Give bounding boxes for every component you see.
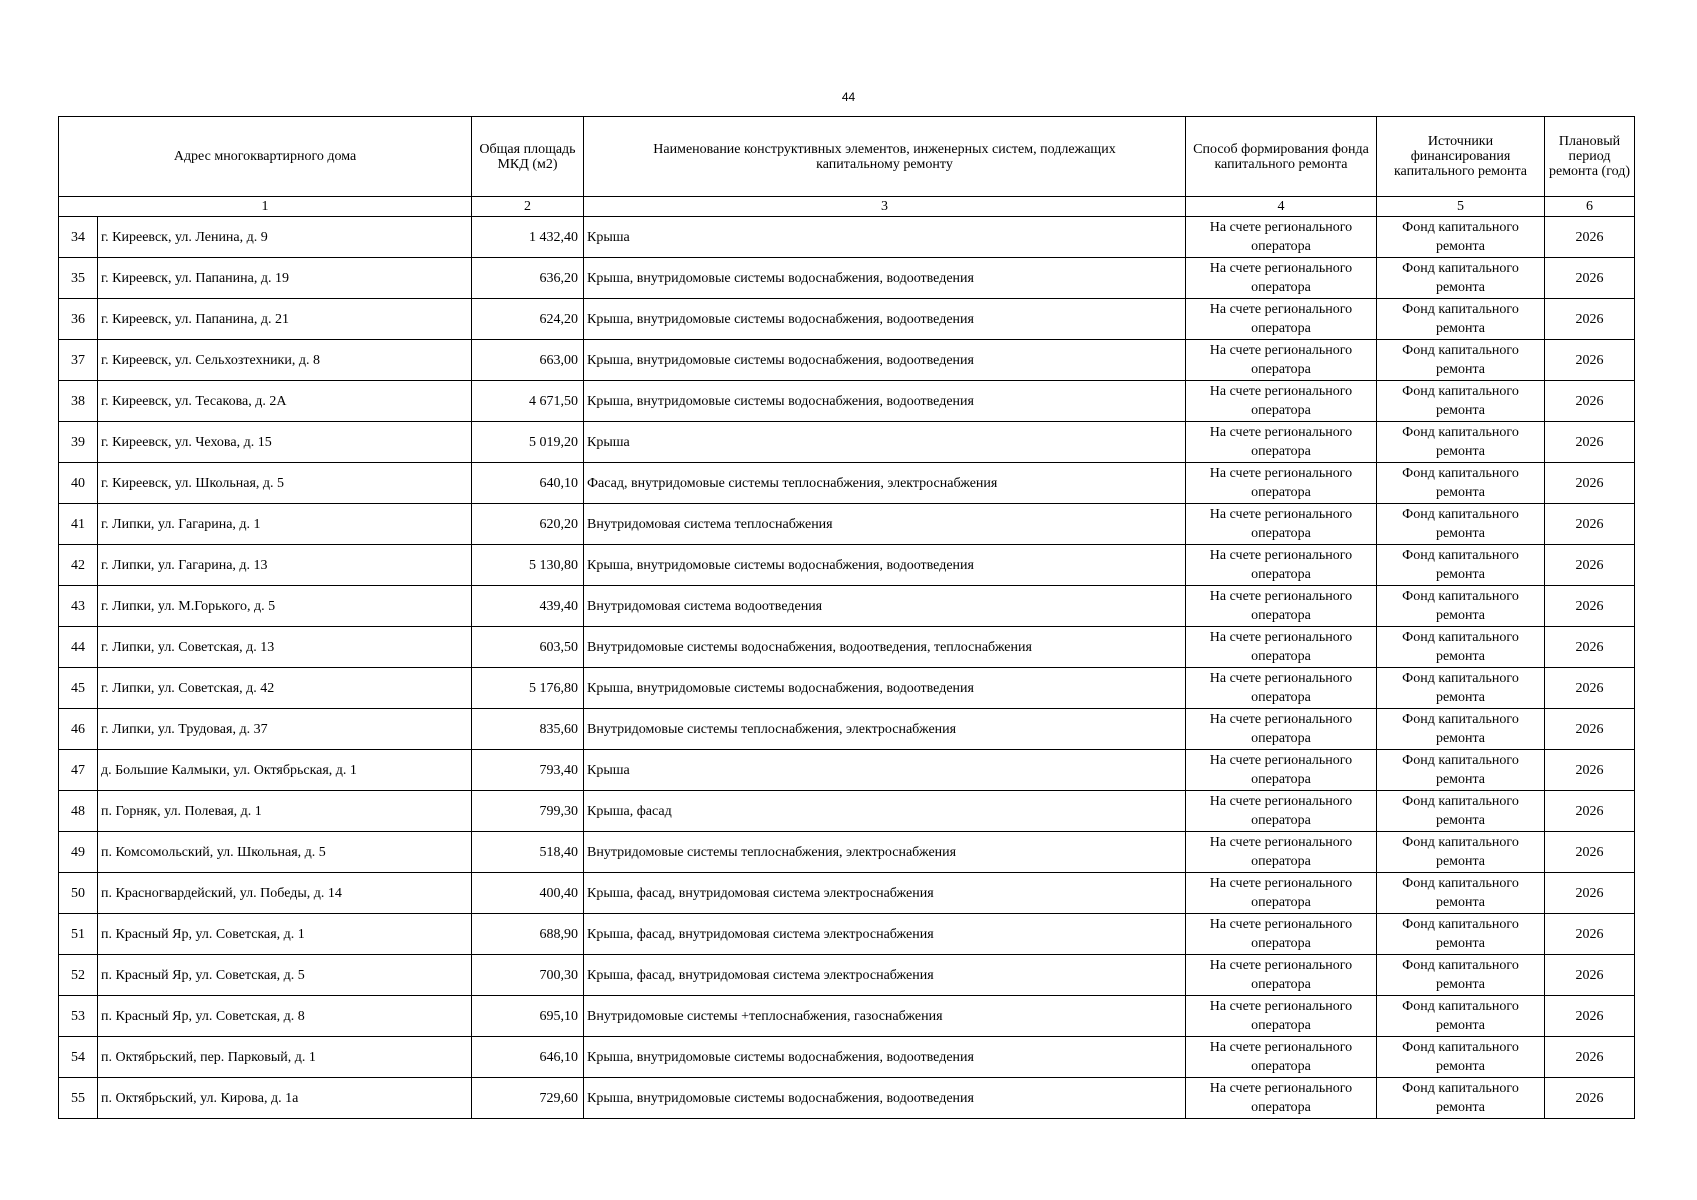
row-area: 688,90 [472,914,584,955]
col-number-1: 1 [59,197,472,217]
row-number: 44 [59,627,98,668]
row-funding-source: Фонд капитального ремонта [1377,996,1545,1037]
row-area: 835,60 [472,709,584,750]
row-number: 43 [59,586,98,627]
row-area: 5 130,80 [472,545,584,586]
row-fund-method: На счете регионального оператора [1186,299,1377,340]
page-number: 44 [841,90,856,104]
row-address: г. Киреевск, ул. Чехова, д. 15 [98,422,472,463]
row-funding-source: Фонд капитального ремонта [1377,258,1545,299]
row-elements: Внутридомовые системы теплоснабжения, электроснабжения [584,832,1186,873]
column-number-row [59,197,1635,217]
table-row [59,832,1635,873]
row-address: г. Липки, ул. Гагарина, д. 13 [98,545,472,586]
table-row [59,422,1635,463]
row-funding-source: Фонд капитального ремонта [1377,299,1545,340]
row-address: г. Липки, ул. Советская, д. 42 [98,668,472,709]
row-area: 646,10 [472,1037,584,1078]
row-fund-method: На счете регионального оператора [1186,340,1377,381]
col-number-3: 3 [584,197,1186,217]
row-funding-source: Фонд капитального ремонта [1377,873,1545,914]
row-planned-year: 2026 [1545,463,1635,504]
row-number: 49 [59,832,98,873]
row-elements: Крыша [584,750,1186,791]
row-area: 518,40 [472,832,584,873]
row-fund-method: На счете регионального оператора [1186,873,1377,914]
row-area: 700,30 [472,955,584,996]
row-planned-year: 2026 [1545,340,1635,381]
row-planned-year: 2026 [1545,1078,1635,1119]
row-address: п. Октябрьский, пер. Парковый, д. 1 [98,1037,472,1078]
row-funding-source: Фонд капитального ремонта [1377,914,1545,955]
row-area: 603,50 [472,627,584,668]
row-number: 35 [59,258,98,299]
row-address: п. Красный Яр, ул. Советская, д. 5 [98,955,472,996]
table-row [59,217,1635,258]
row-address: п. Красный Яр, ул. Советская, д. 8 [98,996,472,1037]
row-address: п. Красногвардейский, ул. Победы, д. 14 [98,873,472,914]
row-address: г. Киреевск, ул. Школьная, д. 5 [98,463,472,504]
row-address: г. Липки, ул. Советская, д. 13 [98,627,472,668]
table-row [59,709,1635,750]
row-elements: Крыша, фасад, внутридомовая система электроснабжения [584,873,1186,914]
row-fund-method: На счете регионального оператора [1186,668,1377,709]
row-planned-year: 2026 [1545,1037,1635,1078]
row-funding-source: Фонд капитального ремонта [1377,955,1545,996]
row-planned-year: 2026 [1545,545,1635,586]
table-row [59,1037,1635,1078]
row-number: 53 [59,996,98,1037]
row-address: д. Большие Калмыки, ул. Октябрьская, д. 1 [98,750,472,791]
row-funding-source: Фонд капитального ремонта [1377,709,1545,750]
table-row [59,791,1635,832]
row-address: г. Киреевск, ул. Тесакова, д. 2А [98,381,472,422]
row-number: 34 [59,217,98,258]
row-number: 41 [59,504,98,545]
row-funding-source: Фонд капитального ремонта [1377,586,1545,627]
row-area: 5 176,80 [472,668,584,709]
row-number: 42 [59,545,98,586]
row-funding-source: Фонд капитального ремонта [1377,1078,1545,1119]
table-row [59,750,1635,791]
row-planned-year: 2026 [1545,381,1635,422]
row-planned-year: 2026 [1545,996,1635,1037]
row-elements: Крыша, внутридомовые системы водоснабжения, водоотведения [584,545,1186,586]
row-planned-year: 2026 [1545,791,1635,832]
row-funding-source: Фонд капитального ремонта [1377,217,1545,258]
table-row [59,504,1635,545]
table-row [59,955,1635,996]
row-elements: Крыша, внутридомовые системы водоснабжения, водоотведения [584,1078,1186,1119]
row-number: 38 [59,381,98,422]
row-planned-year: 2026 [1545,504,1635,545]
row-number: 37 [59,340,98,381]
row-fund-method: На счете регионального оператора [1186,258,1377,299]
row-elements: Внутридомовые системы +теплоснабжения, газоснабжения [584,996,1186,1037]
row-elements: Крыша, фасад, внутридомовая система электроснабжения [584,955,1186,996]
row-address: г. Киреевск, ул. Ленина, д. 9 [98,217,472,258]
header-method: Способ формирования фонда капитального ремонта [1186,117,1377,197]
col-number-2: 2 [472,197,584,217]
row-area: 695,10 [472,996,584,1037]
row-funding-source: Фонд капитального ремонта [1377,1037,1545,1078]
row-funding-source: Фонд капитального ремонта [1377,504,1545,545]
row-address: п. Комсомольский, ул. Школьная, д. 5 [98,832,472,873]
row-fund-method: На счете регионального оператора [1186,955,1377,996]
row-number: 54 [59,1037,98,1078]
row-fund-method: На счете регионального оператора [1186,586,1377,627]
table-row [59,1078,1635,1119]
row-number: 48 [59,791,98,832]
row-number: 50 [59,873,98,914]
row-elements: Крыша, внутридомовые системы водоснабжения, водоотведения [584,340,1186,381]
col-number-5: 5 [1377,197,1545,217]
row-elements: Крыша [584,217,1186,258]
row-funding-source: Фонд капитального ремонта [1377,340,1545,381]
row-planned-year: 2026 [1545,627,1635,668]
row-address: п. Горняк, ул. Полевая, д. 1 [98,791,472,832]
row-funding-source: Фонд капитального ремонта [1377,381,1545,422]
row-planned-year: 2026 [1545,873,1635,914]
header-area: Общая площадь МКД (м2) [472,117,584,197]
row-fund-method: На счете регионального оператора [1186,750,1377,791]
row-fund-method: На счете регионального оператора [1186,832,1377,873]
row-planned-year: 2026 [1545,709,1635,750]
row-fund-method: На счете регионального оператора [1186,709,1377,750]
table-row [59,668,1635,709]
row-planned-year: 2026 [1545,586,1635,627]
row-area: 439,40 [472,586,584,627]
row-elements: Крыша, внутридомовые системы водоснабжения, водоотведения [584,258,1186,299]
row-address: г. Киреевск, ул. Сельхозтехники, д. 8 [98,340,472,381]
row-area: 636,20 [472,258,584,299]
row-planned-year: 2026 [1545,422,1635,463]
table-row [59,586,1635,627]
row-planned-year: 2026 [1545,832,1635,873]
row-elements: Крыша [584,422,1186,463]
row-number: 52 [59,955,98,996]
table-row [59,299,1635,340]
row-number: 46 [59,709,98,750]
row-elements: Крыша, фасад, внутридомовая система электроснабжения [584,914,1186,955]
repair-plan-table [58,116,1635,1119]
row-elements: Крыша, внутридомовые системы водоснабжения, водоотведения [584,299,1186,340]
row-fund-method: На счете регионального оператора [1186,914,1377,955]
table-row [59,340,1635,381]
row-area: 1 432,40 [472,217,584,258]
row-fund-method: На счете регионального оператора [1186,217,1377,258]
row-funding-source: Фонд капитального ремонта [1377,463,1545,504]
col-number-6: 6 [1545,197,1635,217]
row-planned-year: 2026 [1545,955,1635,996]
row-planned-year: 2026 [1545,750,1635,791]
table-row [59,873,1635,914]
row-fund-method: На счете регионального оператора [1186,422,1377,463]
table-header-row [59,117,1635,197]
row-fund-method: На счете регионального оператора [1186,381,1377,422]
row-number: 40 [59,463,98,504]
row-elements: Крыша, внутридомовые системы водоснабжения, водоотведения [584,1037,1186,1078]
row-number: 51 [59,914,98,955]
col-number-4: 4 [1186,197,1377,217]
row-fund-method: На счете регионального оператора [1186,1037,1377,1078]
row-elements: Внутридомовая система водоотведения [584,586,1186,627]
row-number: 47 [59,750,98,791]
row-elements: Крыша, фасад [584,791,1186,832]
row-area: 799,30 [472,791,584,832]
row-fund-method: На счете регионального оператора [1186,627,1377,668]
table-row [59,627,1635,668]
row-funding-source: Фонд капитального ремонта [1377,627,1545,668]
row-fund-method: На счете регионального оператора [1186,996,1377,1037]
row-area: 793,40 [472,750,584,791]
row-elements: Фасад, внутридомовые системы теплоснабжения, электроснабжения [584,463,1186,504]
row-funding-source: Фонд капитального ремонта [1377,791,1545,832]
row-elements: Крыша, внутридомовые системы водоснабжения, водоотведения [584,381,1186,422]
table-row [59,545,1635,586]
row-number: 36 [59,299,98,340]
header-address: Адрес многоквартирного дома [59,117,472,197]
row-elements: Внутридомовые системы водоснабжения, водоотведения, теплоснабжения [584,627,1186,668]
header-elements: Наименование конструктивных элементов, инженерных систем, подлежащих капитальному ремонту [584,117,1186,197]
row-area: 624,20 [472,299,584,340]
row-planned-year: 2026 [1545,914,1635,955]
row-funding-source: Фонд капитального ремонта [1377,832,1545,873]
header-source: Источники финансирования капитального ремонта [1377,117,1545,197]
row-funding-source: Фонд капитального ремонта [1377,545,1545,586]
row-fund-method: На счете регионального оператора [1186,1078,1377,1119]
row-number: 39 [59,422,98,463]
row-address: г. Киреевск, ул. Папанина, д. 19 [98,258,472,299]
row-address: г. Липки, ул. Гагарина, д. 1 [98,504,472,545]
row-funding-source: Фонд капитального ремонта [1377,750,1545,791]
row-number: 45 [59,668,98,709]
row-elements: Внутридомовые системы теплоснабжения, электроснабжения [584,709,1186,750]
row-area: 663,00 [472,340,584,381]
row-address: п. Октябрьский, ул. Кирова, д. 1а [98,1078,472,1119]
row-area: 640,10 [472,463,584,504]
row-planned-year: 2026 [1545,299,1635,340]
row-funding-source: Фонд капитального ремонта [1377,422,1545,463]
row-address: г. Липки, ул. М.Горького, д. 5 [98,586,472,627]
row-area: 5 019,20 [472,422,584,463]
row-planned-year: 2026 [1545,217,1635,258]
table-row [59,381,1635,422]
row-planned-year: 2026 [1545,668,1635,709]
row-fund-method: На счете регионального оператора [1186,791,1377,832]
row-address: п. Красный Яр, ул. Советская, д. 1 [98,914,472,955]
row-number: 55 [59,1078,98,1119]
row-area: 729,60 [472,1078,584,1119]
row-funding-source: Фонд капитального ремонта [1377,668,1545,709]
row-area: 400,40 [472,873,584,914]
row-fund-method: На счете регионального оператора [1186,504,1377,545]
row-address: г. Киреевск, ул. Папанина, д. 21 [98,299,472,340]
row-fund-method: На счете регионального оператора [1186,545,1377,586]
row-planned-year: 2026 [1545,258,1635,299]
row-elements: Внутридомовая система теплоснабжения [584,504,1186,545]
table-row [59,996,1635,1037]
table-row [59,914,1635,955]
row-address: г. Липки, ул. Трудовая, д. 37 [98,709,472,750]
table-row [59,463,1635,504]
row-fund-method: На счете регионального оператора [1186,463,1377,504]
row-area: 4 671,50 [472,381,584,422]
header-period: Плановый период ремонта (год) [1545,117,1635,197]
row-area: 620,20 [472,504,584,545]
row-elements: Крыша, внутридомовые системы водоснабжения, водоотведения [584,668,1186,709]
table-row [59,258,1635,299]
